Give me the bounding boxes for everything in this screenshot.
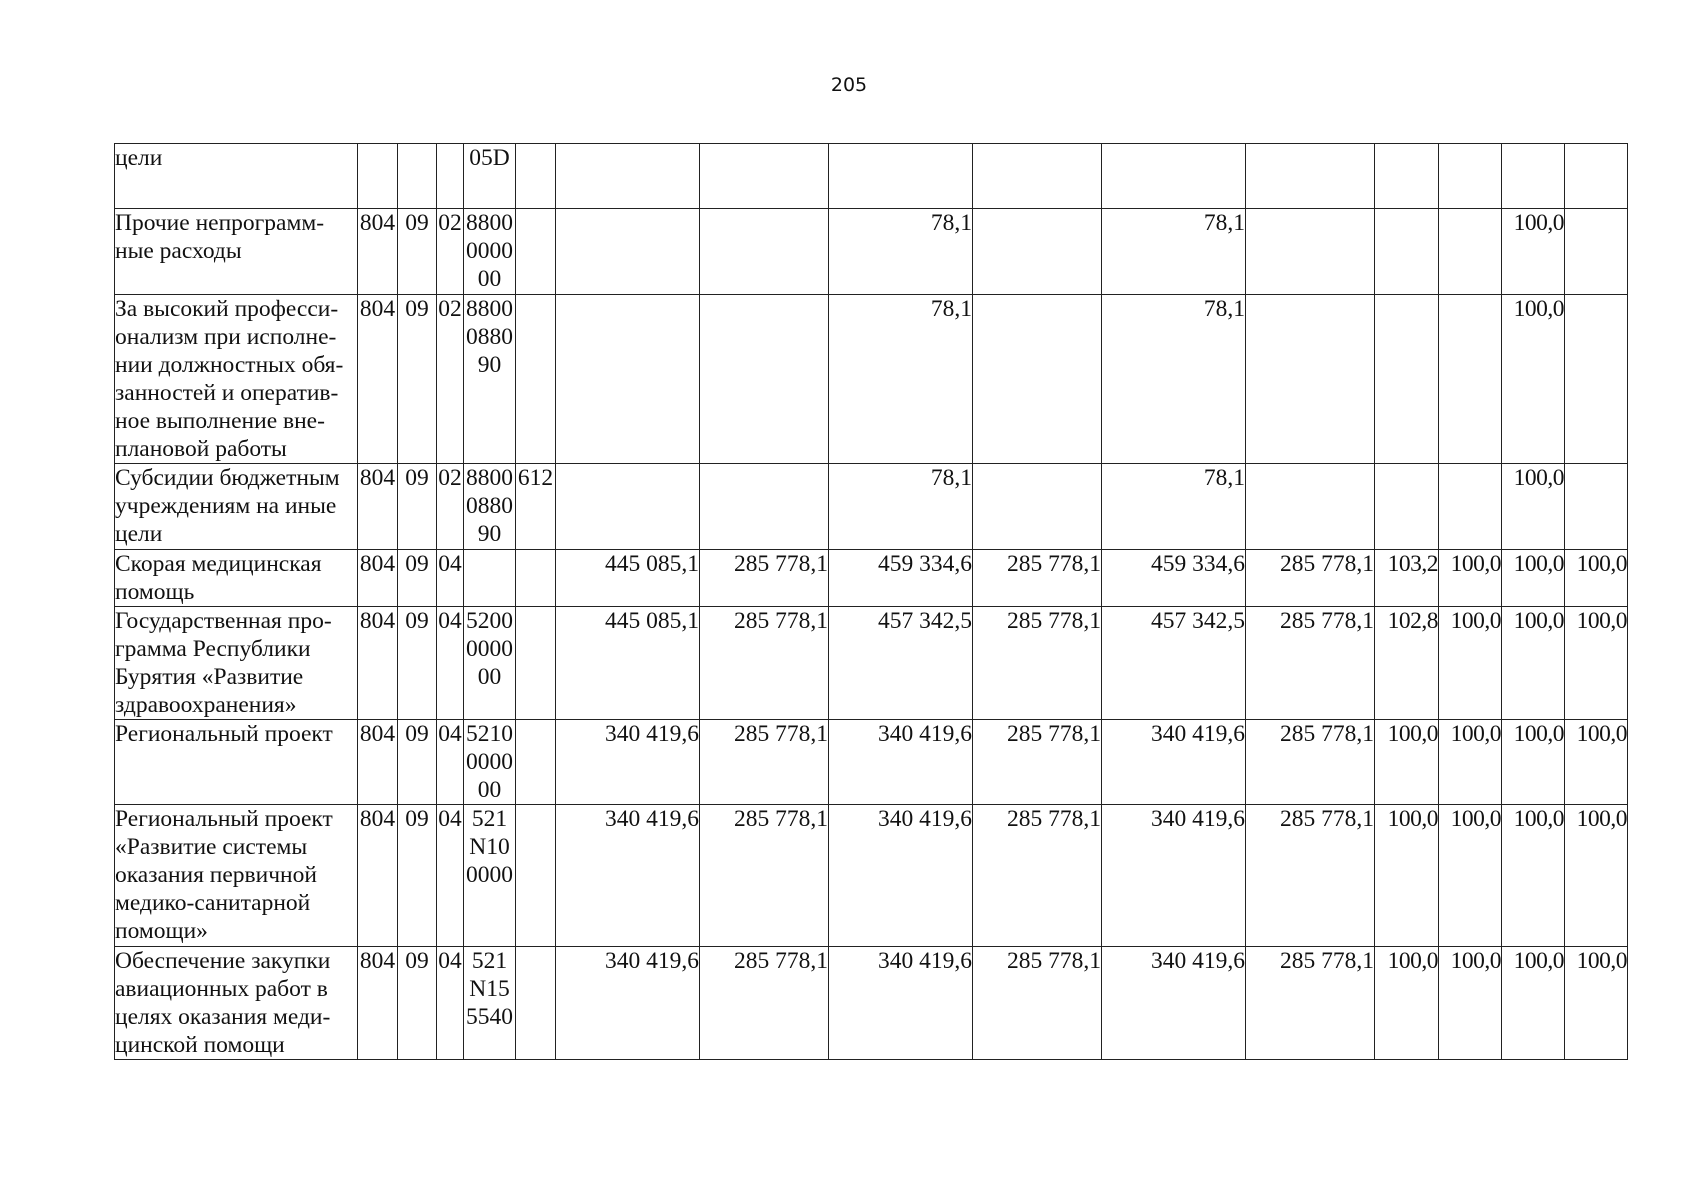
row-name-cell: За высокий професси-онализм при исполне-нии должностных обя-занностей и оператив-ное выполнение вне-плановой работы [115, 295, 358, 464]
table-row [115, 720, 1628, 805]
subsection-cell: 04 [437, 720, 464, 805]
percent-cell: 100,0 [1502, 720, 1565, 805]
table-row [115, 805, 1628, 947]
target-item-cell: 05D [464, 144, 516, 209]
percent-cell [1565, 209, 1628, 295]
section-cell: 09 [398, 295, 437, 464]
subsection-cell: 02 [437, 209, 464, 295]
percent-cell: 100,0 [1439, 805, 1502, 947]
table-row [115, 607, 1628, 720]
subsection-cell: 02 [437, 295, 464, 464]
target-item-cell: 8800088090 [464, 295, 516, 464]
amount-cell [973, 144, 1102, 209]
section-cell: 09 [398, 607, 437, 720]
section-cell [398, 144, 437, 209]
percent-cell: 100,0 [1502, 295, 1565, 464]
subsection-cell: 04 [437, 947, 464, 1060]
percent-cell: 100,0 [1502, 805, 1565, 947]
amount-cell: 285 778,1 [1246, 550, 1375, 607]
code-cell [358, 144, 398, 209]
subsection-cell: 04 [437, 607, 464, 720]
amount-cell: 285 778,1 [700, 550, 829, 607]
amount-cell [973, 295, 1102, 464]
code-cell: 804 [358, 209, 398, 295]
amount-cell: 78,1 [1102, 295, 1246, 464]
percent-cell: 100,0 [1502, 464, 1565, 550]
amount-cell [973, 464, 1102, 550]
percent-cell [1439, 464, 1502, 550]
subsection-cell: 04 [437, 805, 464, 947]
percent-cell: 100,0 [1502, 947, 1565, 1060]
subsection-cell: 02 [437, 464, 464, 550]
amount-cell: 340 419,6 [1102, 947, 1246, 1060]
amount-cell [1246, 144, 1375, 209]
amount-cell [1246, 295, 1375, 464]
percent-cell [1565, 144, 1628, 209]
code-cell: 804 [358, 805, 398, 947]
expense-type-cell [516, 607, 556, 720]
percent-cell: 100,0 [1439, 550, 1502, 607]
subsection-cell: 04 [437, 550, 464, 607]
amount-cell: 285 778,1 [973, 947, 1102, 1060]
amount-cell: 340 419,6 [829, 947, 973, 1060]
amount-cell: 285 778,1 [1246, 720, 1375, 805]
target-item-cell: 521 N10 0000 [464, 805, 516, 947]
amount-cell [829, 144, 973, 209]
table-body [115, 144, 1628, 1060]
amount-cell: 285 778,1 [700, 720, 829, 805]
section-cell: 09 [398, 550, 437, 607]
amount-cell [700, 464, 829, 550]
amount-cell [1102, 144, 1246, 209]
amount-cell: 285 778,1 [973, 607, 1102, 720]
percent-cell [1502, 144, 1565, 209]
amount-cell: 285 778,1 [973, 720, 1102, 805]
percent-cell [1565, 295, 1628, 464]
section-cell: 09 [398, 805, 437, 947]
amount-cell: 78,1 [829, 464, 973, 550]
code-cell: 804 [358, 607, 398, 720]
percent-cell [1439, 295, 1502, 464]
target-item-cell: 5200000000 [464, 607, 516, 720]
percent-cell [1375, 209, 1439, 295]
expense-type-cell [516, 550, 556, 607]
percent-cell: 100,0 [1565, 550, 1628, 607]
amount-cell [1246, 464, 1375, 550]
amount-cell: 78,1 [1102, 209, 1246, 295]
amount-cell [700, 144, 829, 209]
amount-cell: 78,1 [829, 209, 973, 295]
amount-cell: 340 419,6 [829, 720, 973, 805]
amount-cell: 457 342,5 [1102, 607, 1246, 720]
expense-type-cell [516, 144, 556, 209]
row-name-cell: Региональный проект [115, 720, 358, 805]
section-cell: 09 [398, 464, 437, 550]
row-name-cell: Государственная про-грамма Республики Бурятия «Развитие здравоохранения» [115, 607, 358, 720]
table-row [115, 464, 1628, 550]
target-item-cell: 8800088090 [464, 464, 516, 550]
amount-cell [700, 295, 829, 464]
code-cell: 804 [358, 295, 398, 464]
percent-cell: 100,0 [1565, 607, 1628, 720]
percent-cell: 100,0 [1375, 805, 1439, 947]
code-cell: 804 [358, 464, 398, 550]
amount-cell: 340 419,6 [1102, 720, 1246, 805]
target-item-cell: 5210000000 [464, 720, 516, 805]
amount-cell: 285 778,1 [1246, 947, 1375, 1060]
target-item-cell [464, 550, 516, 607]
percent-cell: 100,0 [1502, 550, 1565, 607]
row-name-cell: Прочие непрограмм-ные расходы [115, 209, 358, 295]
amount-cell: 285 778,1 [700, 805, 829, 947]
percent-cell: 100,0 [1502, 209, 1565, 295]
section-cell: 09 [398, 720, 437, 805]
percent-cell [1439, 144, 1502, 209]
amount-cell: 459 334,6 [1102, 550, 1246, 607]
percent-cell: 100,0 [1565, 720, 1628, 805]
percent-cell: 100,0 [1375, 720, 1439, 805]
amount-cell: 78,1 [1102, 464, 1246, 550]
percent-cell: 103,2 [1375, 550, 1439, 607]
amount-cell: 285 778,1 [973, 805, 1102, 947]
expense-type-cell [516, 720, 556, 805]
percent-cell: 102,8 [1375, 607, 1439, 720]
amount-cell [1246, 209, 1375, 295]
amount-cell: 78,1 [829, 295, 973, 464]
amount-cell: 340 419,6 [556, 947, 700, 1060]
code-cell: 804 [358, 550, 398, 607]
percent-cell: 100,0 [1439, 720, 1502, 805]
percent-cell [1565, 464, 1628, 550]
row-name-cell: Скорая медицинская помощь [115, 550, 358, 607]
amount-cell [556, 209, 700, 295]
code-cell: 804 [358, 947, 398, 1060]
amount-cell: 457 342,5 [829, 607, 973, 720]
budget-table [114, 143, 1628, 1060]
percent-cell: 100,0 [1565, 947, 1628, 1060]
amount-cell: 285 778,1 [700, 607, 829, 720]
row-name-cell: цели [115, 144, 358, 209]
percent-cell [1375, 464, 1439, 550]
amount-cell: 340 419,6 [829, 805, 973, 947]
percent-cell [1375, 144, 1439, 209]
percent-cell: 100,0 [1565, 805, 1628, 947]
code-cell: 804 [358, 720, 398, 805]
page-number: 205 [830, 74, 868, 96]
table-row [115, 550, 1628, 607]
expense-type-cell [516, 209, 556, 295]
target-item-cell: 521 N15 5540 [464, 947, 516, 1060]
percent-cell: 100,0 [1439, 947, 1502, 1060]
amount-cell: 285 778,1 [1246, 607, 1375, 720]
amount-cell: 445 085,1 [556, 607, 700, 720]
amount-cell [556, 144, 700, 209]
section-cell: 09 [398, 209, 437, 295]
expense-type-cell [516, 295, 556, 464]
amount-cell [556, 464, 700, 550]
amount-cell [556, 295, 700, 464]
percent-cell [1439, 209, 1502, 295]
row-name-cell: Обеспечение закупки авиационных работ в целях оказания меди-цинской помощи [115, 947, 358, 1060]
table-row [115, 144, 1628, 209]
subsection-cell [437, 144, 464, 209]
amount-cell [973, 209, 1102, 295]
percent-cell: 100,0 [1439, 607, 1502, 720]
amount-cell: 340 419,6 [556, 805, 700, 947]
table-row [115, 209, 1628, 295]
expense-type-cell [516, 805, 556, 947]
row-name-cell: Субсидии бюджетным учреждениям на иные цели [115, 464, 358, 550]
amount-cell: 285 778,1 [1246, 805, 1375, 947]
amount-cell: 285 778,1 [700, 947, 829, 1060]
percent-cell: 100,0 [1375, 947, 1439, 1060]
amount-cell: 445 085,1 [556, 550, 700, 607]
percent-cell [1375, 295, 1439, 464]
amount-cell [700, 209, 829, 295]
expense-type-cell: 612 [516, 464, 556, 550]
section-cell: 09 [398, 947, 437, 1060]
amount-cell: 459 334,6 [829, 550, 973, 607]
table-row [115, 295, 1628, 464]
amount-cell: 340 419,6 [1102, 805, 1246, 947]
row-name-cell: Региональный проект «Развитие системы оказания первичной медико-санитарной помощи» [115, 805, 358, 947]
percent-cell: 100,0 [1502, 607, 1565, 720]
target-item-cell: 8800000000 [464, 209, 516, 295]
amount-cell: 285 778,1 [973, 550, 1102, 607]
amount-cell: 340 419,6 [556, 720, 700, 805]
table-row [115, 947, 1628, 1060]
expense-type-cell [516, 947, 556, 1060]
